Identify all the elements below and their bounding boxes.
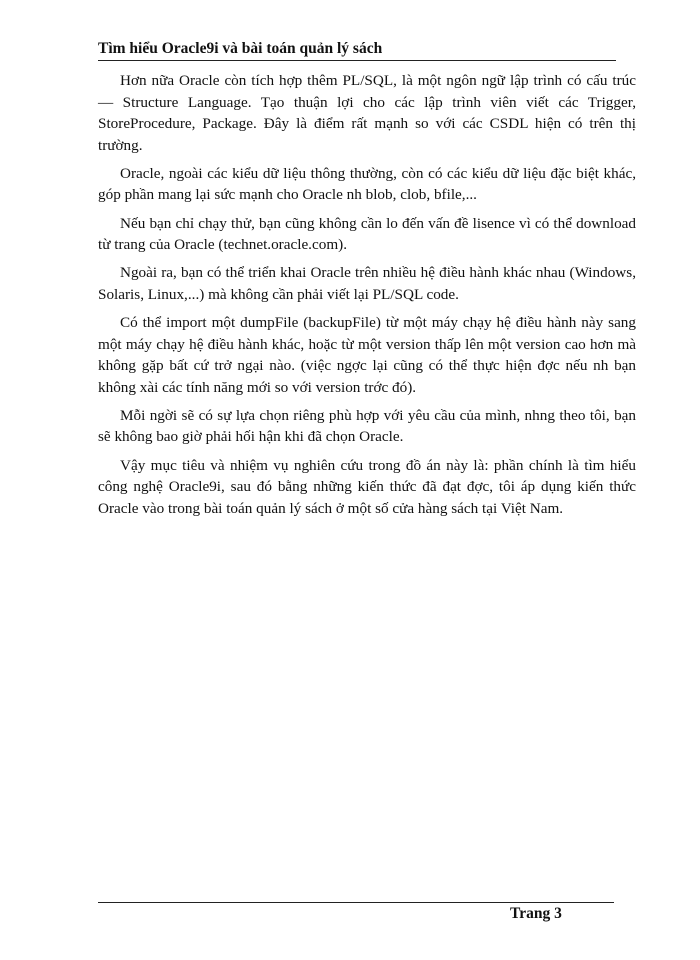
paragraph-plsql: Hơn nữa Oracle còn tích hợp thêm PL/SQL, là một ngôn ngữ lập trình có cấu trúc — Structure Language. Tạo thuận lợi cho các lập trình viên viết các Trigger, StoreProcedure, Package. Đây là điểm rất mạnh so với các CSDL hiện có trên thị trường. [98, 72, 636, 154]
paragraph-import: Có thể import một dumpFile (backupFile) từ một máy chạy hệ điều hành này sang một máy chạy hệ điều hành khác, hoặc từ một version thấp lên một version cao hơn mà không gặp bất cứ trở ngại nào. (việc ngợc lại cũng có thể thực hiện đợc nếu nh bạn không xài các tính năng mới so với version trớc đó). [98, 313, 636, 396]
footer-divider [98, 902, 614, 903]
paragraph-objectives: Vậy mục tiêu và nhiệm vụ nghiên cứu trong đồ án này là: phần chính là tìm hiểu công nghệ Oracle9i, sau đó bằng những kiến thức đã đạt đợc, tôi áp dụng kiến thức Oracle vào trong bài toán quản lý sách ở một số cửa hàng sách tại Việt Nam. [98, 456, 636, 517]
page-number: Trang 3 [510, 905, 562, 922]
paragraph-platforms: Ngoài ra, bạn có thể triển khai Oracle trên nhiều hệ điều hành khác nhau (Windows, Solaris, Linux,...) mà không cần phải viết lại PL/SQL code. [98, 264, 636, 303]
header-divider [98, 60, 616, 61]
page-header-title: Tìm hiểu Oracle9i và bài toán quản lý sách [98, 40, 383, 57]
paragraph-license: Nếu bạn chỉ chạy thử, bạn cũng không cần lo đến vấn đề lisence vì có thể download từ trang của Oracle (technet.oracle.com). [98, 214, 636, 254]
document-body [98, 70, 636, 526]
paragraph-choice: Mỗi ngời sẽ có sự lựa chọn riêng phù hợp với yêu cầu của mình, nhng theo tôi, bạn sẽ không bao giờ phải hối hận khi đã chọn Oracle. [98, 406, 636, 446]
paragraph-data-types: Oracle, ngoài các kiểu dữ liệu thông thường, còn có các kiểu dữ liệu đặc biệt khác, góp phần mang lại sức mạnh cho Oracle nh blob, clob, bfile,... [98, 164, 636, 204]
